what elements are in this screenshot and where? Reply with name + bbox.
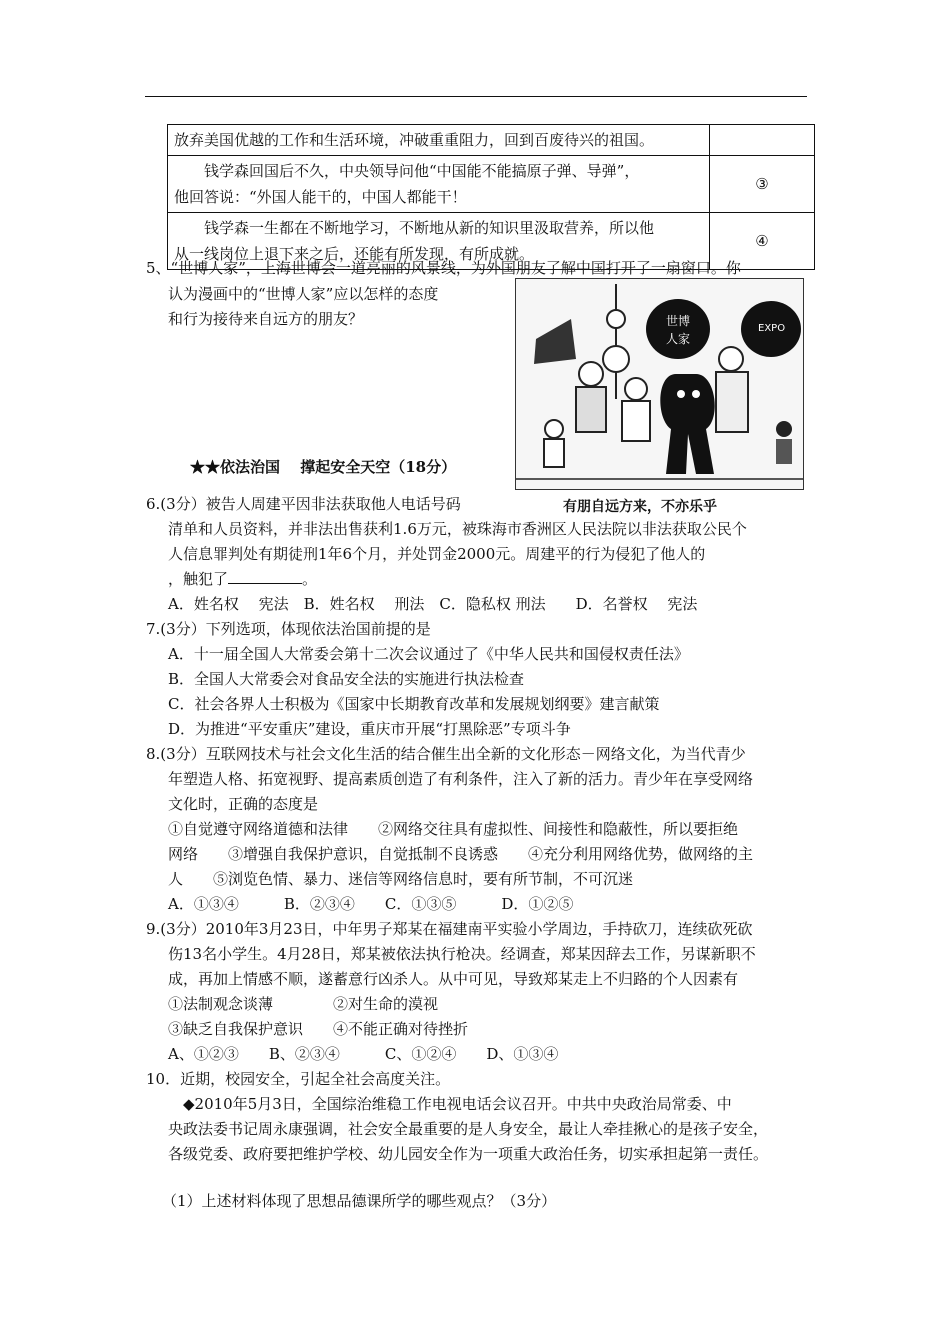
material-table xyxy=(167,124,815,270)
lantern-text-2: 人家 xyxy=(666,332,691,346)
q7-option-a: A．十一届全国人大常委会第十二次会议通过了《中华人民共和国侵权责任法》 xyxy=(168,645,689,663)
q10-line2: ◆2010年5月3日，全国综治维稳工作电视电话会议召开。中共中央政治局常委、中 xyxy=(168,1095,732,1113)
q7-option-d: D．为推进“平安重庆”建设，重庆市开展“打黑除恶”专项斗争 xyxy=(168,720,571,738)
q6-line3: 人信息罪判处有期徒刑1年6个月，并处罚金2000元。周建平的行为侵犯了他人的 xyxy=(168,545,706,563)
lantern-text-1: 世博 xyxy=(666,314,691,328)
q10-line1: 10．近期，校园安全，引起全社会高度关注。 xyxy=(146,1070,451,1088)
q8-line3: 文化时，正确的态度是 xyxy=(168,795,319,813)
q9-line1: 9.(3分）2010年3月23日，中年男子郑某在福建南平实验小学周边，手持砍刀，连续砍死砍 xyxy=(146,920,753,938)
q5-line1: 5、“世博人家”，上海世博会一道亮丽的风景线，为外国朋友了解中国打开了一扇窗口。你 xyxy=(146,259,741,277)
q8-line1: 8.(3分）互联网技术与社会文化生活的结合催生出全新的文化形态－网络文化，为当代青少 xyxy=(146,745,746,763)
q6-line1: 6.(3分）被告人周建平因非法获取他人电话号码 xyxy=(146,495,461,513)
q10-line4: 各级党委、政府要把维护学校、幼儿园安全作为一项重大政治任务，切实承担起第一责任。 xyxy=(168,1145,769,1163)
q9-options: A、①②③ B、②③④ C、①②④ D、①③④ xyxy=(168,1045,559,1063)
table-cell-text: 钱学森回国后不久，中央领导问他“中国能不能搞原子弹、导弹”， 他回答说：“外国人能干的，中国人都能干！ xyxy=(168,156,710,213)
cartoon-caption: 有朋自远方来，不亦乐乎 xyxy=(563,499,717,515)
q5-line2: 认为漫画中的“世博人家”应以怎样的态度 xyxy=(168,285,439,303)
table-row xyxy=(168,156,815,213)
table-cell-text: 放弃美国优越的工作和生活环境，冲破重重阻力，回到百废待兴的祖国。 xyxy=(168,125,710,156)
q10-line3: 央政法委书记周永康强调，社会安全最重要的是人身安全，最让人牵挂揪心的是孩子安全， xyxy=(168,1120,769,1138)
q10-sub1: （1）上述材料体现了思想品德课所学的哪些观点？（3分） xyxy=(162,1192,557,1210)
q9-line2: 伤13名小学生。4月28日，郑某被依法执行枪决。经调查，郑某因辞去工作，另谋新职不 xyxy=(168,945,756,963)
q9-line5: ③缺乏自我保护意识 ④不能正确对待挫折 xyxy=(168,1020,469,1038)
q6-line2: 清单和人员资料，并非法出售获利1.6万元，被珠海市香洲区人民法院以非法获取公民个 xyxy=(168,520,747,538)
q5-line3: 和行为接待来自远方的朋友？ xyxy=(168,310,364,328)
q7-option-b: B．全国人大常委会对食品安全法的实施进行执法检查 xyxy=(168,670,525,688)
table-cell-mark: ③ xyxy=(710,156,815,213)
cartoon-drawing xyxy=(516,279,803,489)
q8-line6: 人 ⑤浏览色情、暴力、迷信等网络信息时，要有所节制，不可沉迷 xyxy=(168,870,634,888)
q8-line4: ①自觉遵守网络道德和法律 ②网络交往具有虚拟性、间接性和隐蔽性，所以要拒绝 xyxy=(168,820,739,838)
q8-options: A．①③④ B．②③④ C．①③⑤ D．①②⑤ xyxy=(168,895,574,913)
table-cell-mark: ④ xyxy=(710,213,815,270)
header-rule xyxy=(145,96,807,97)
table-cell-mark xyxy=(710,125,815,156)
table-row xyxy=(168,125,815,156)
q7-stem: 7.(3分）下列选项，体现依法治国前提的是 xyxy=(146,620,431,638)
q9-line4: ①法制观念谈薄 ②对生命的漠视 xyxy=(168,995,439,1013)
q9-line3: 成，再加上情感不顺，遂蓄意行凶杀人。从中可见，导致郑某走上不归路的个人因素有 xyxy=(168,970,739,988)
svg-text:EXPO: EXPO xyxy=(758,323,786,334)
q6-line4: ，触犯了 。 xyxy=(168,570,318,588)
q8-line2: 年塑造人格、拓宽视野、提高素质创造了有利条件，注入了新的活力。青少年在享受网络 xyxy=(168,770,754,788)
q6-options: A．姓名权 宪法 B．姓名权 刑法 C．隐私权 刑法 D．名誉权 宪法 xyxy=(168,595,698,613)
answer-blank xyxy=(228,569,302,584)
table-cell-text: 钱学森一生都在不断地学习，不断地从新的知识里汲取营养，所以他 从一线岗位上退下来之后，还能有所发现，有所成就。 xyxy=(168,213,710,270)
q7-option-c: C．社会各界人士积极为《国家中长期教育改革和发展规划纲要》建言献策 xyxy=(168,695,660,713)
section-heading: ★★依法治国 撑起安全天空（18分） xyxy=(190,458,457,476)
cartoon-image xyxy=(515,278,804,490)
q8-line5: 网络 ③增强自我保护意识，自觉抵制不良诱惑 ④充分利用网络优势，做网络的主 xyxy=(168,845,754,863)
